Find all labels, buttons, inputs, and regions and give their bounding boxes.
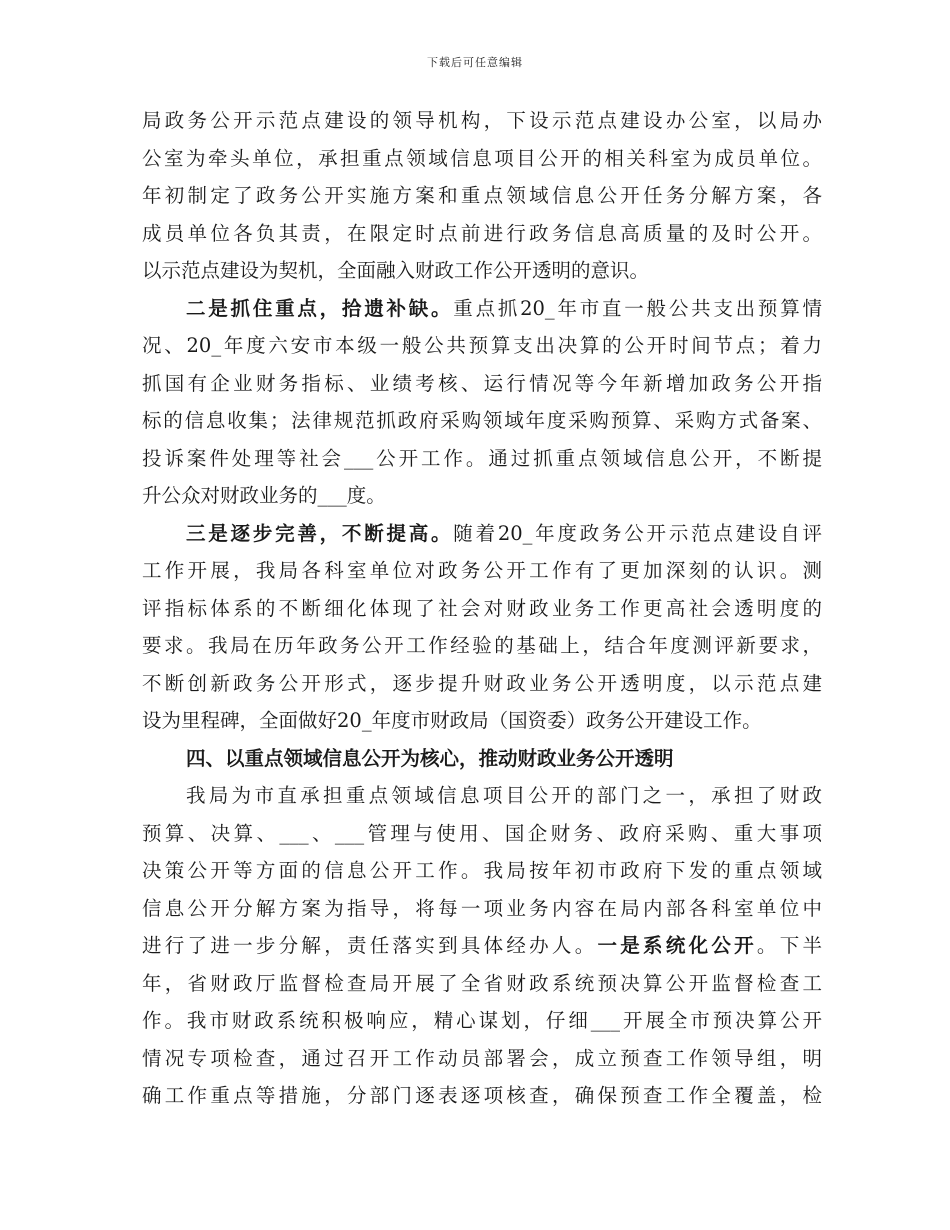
text-line (142, 890, 822, 928)
text-line (142, 440, 822, 478)
text-run: 以示范点建设为契机，全面融入财政工作公开透明的意识。 (142, 259, 650, 282)
text-run: 局政务公开示范点建设的领导机构，下设示范点建设办公室，以局办 (142, 109, 822, 132)
text-run: 要求。我局在历年政务公开工作经验的基础上，结合年度测评新要求， (142, 634, 822, 657)
text-line (142, 590, 822, 628)
text-run: 抓国有企业财务指标、业绩考核、运行情况等今年新增加政务公开指 (142, 371, 822, 395)
text-run: 。下半 (756, 934, 822, 957)
bold-lead-in: 一是系统化公开 (597, 934, 757, 957)
text-run: 信息公开分解方案为指导，将每一项业务内容在局内部各科室单位中 (142, 896, 822, 920)
text-line (142, 1002, 822, 1040)
text-line (142, 965, 822, 1003)
text-line (142, 327, 822, 365)
paragraph-start-line (142, 777, 822, 815)
text-line (142, 927, 822, 965)
text-line (142, 1077, 822, 1115)
text-line (142, 215, 822, 253)
text-line (142, 815, 822, 853)
text-run: 预算、决算、___、___管理与使用、国企财务、政府采购、重大事项 (142, 821, 822, 845)
text-run: 公室为牵头单位，承担重点领域信息项目公开的相关科室为成员单位。 (142, 146, 822, 170)
text-run: 年初制定了政务公开实施方案和重点领域信息公开任务分解方案，各 (142, 184, 822, 207)
text-run: 况、20_年度六安市本级一般公共预算支出决算的公开时间节点；着力 (142, 334, 822, 357)
text-run: 标的信息收集；法律规范抓政府采购领域年度采购预算、采购方式备案、 (142, 409, 822, 432)
text-line (142, 252, 822, 290)
text-run: 成员单位各负其责，在限定时点前进行政务信息高质量的及时公开。 (142, 221, 822, 245)
paragraph-start-line (142, 515, 822, 553)
text-run: 我局为市直承担重点领域信息项目公开的部门之一，承担了财政 (186, 784, 822, 807)
text-run: 确工作重点等措施，分部门逐表逐项核查，确保预查工作全覆盖，检 (142, 1084, 822, 1107)
section-heading-text: 四、以重点领域信息公开为核心，推动财政业务公开透明 (186, 746, 674, 770)
text-line (142, 365, 822, 403)
text-line (142, 140, 822, 178)
text-run: 重点抓20_年市直一般公共支出预算情 (453, 296, 822, 320)
text-run: 决策公开等方面的信息公开工作。我局按年初市政府下发的重点领域 (142, 859, 822, 882)
bold-lead-in: 二是抓住重点，拾遗补缺。 (186, 296, 454, 320)
text-line (142, 1040, 822, 1078)
text-line (142, 177, 822, 215)
paragraph-start-line (142, 290, 822, 328)
text-run: 不断创新政务公开形式，逐步提升财政业务公开透明度，以示范点建 (142, 671, 822, 695)
text-run: 升公众对财政业务的___度。 (142, 484, 386, 507)
text-line (142, 627, 822, 665)
text-run: 进行了进一步分解，责任落实到具体经办人。 (142, 934, 598, 957)
section-heading (142, 740, 822, 778)
text-run: 作。我市财政系统积极响应，精心谋划，仔细___开展全市预决算公开 (142, 1009, 822, 1032)
text-run: 评指标体系的不断细化体现了社会对财政业务工作更高社会透明度的 (142, 596, 822, 620)
text-run: 设为里程碑，全面做好20_年度市财政局（国资委）政务公开建设工作。 (142, 709, 762, 732)
text-line (142, 552, 822, 590)
text-line (142, 665, 822, 703)
text-line (142, 102, 822, 140)
text-line (142, 702, 822, 740)
text-run: 随着20_年度政务公开示范点建设自评 (453, 521, 822, 545)
page-header: 下载后可任意编辑 (427, 56, 523, 69)
text-line (142, 852, 822, 890)
text-line (142, 477, 822, 515)
document-body (142, 102, 822, 1115)
text-run: 情况专项检查，通过召开工作动员部署会，成立预查工作领导组，明 (142, 1046, 822, 1070)
text-line (142, 402, 822, 440)
text-run: 投诉案件处理等社会___公开工作。通过抓重点领域信息公开，不断提 (142, 446, 822, 470)
text-run: 年，省财政厅监督检查局开展了全省财政系统预决算公开监督检查工 (142, 971, 822, 995)
text-run: 工作开展，我局各科室单位对政务公开工作有了更加深刻的认识。测 (142, 559, 822, 582)
bold-lead-in: 三是逐步完善，不断提高。 (186, 521, 454, 545)
